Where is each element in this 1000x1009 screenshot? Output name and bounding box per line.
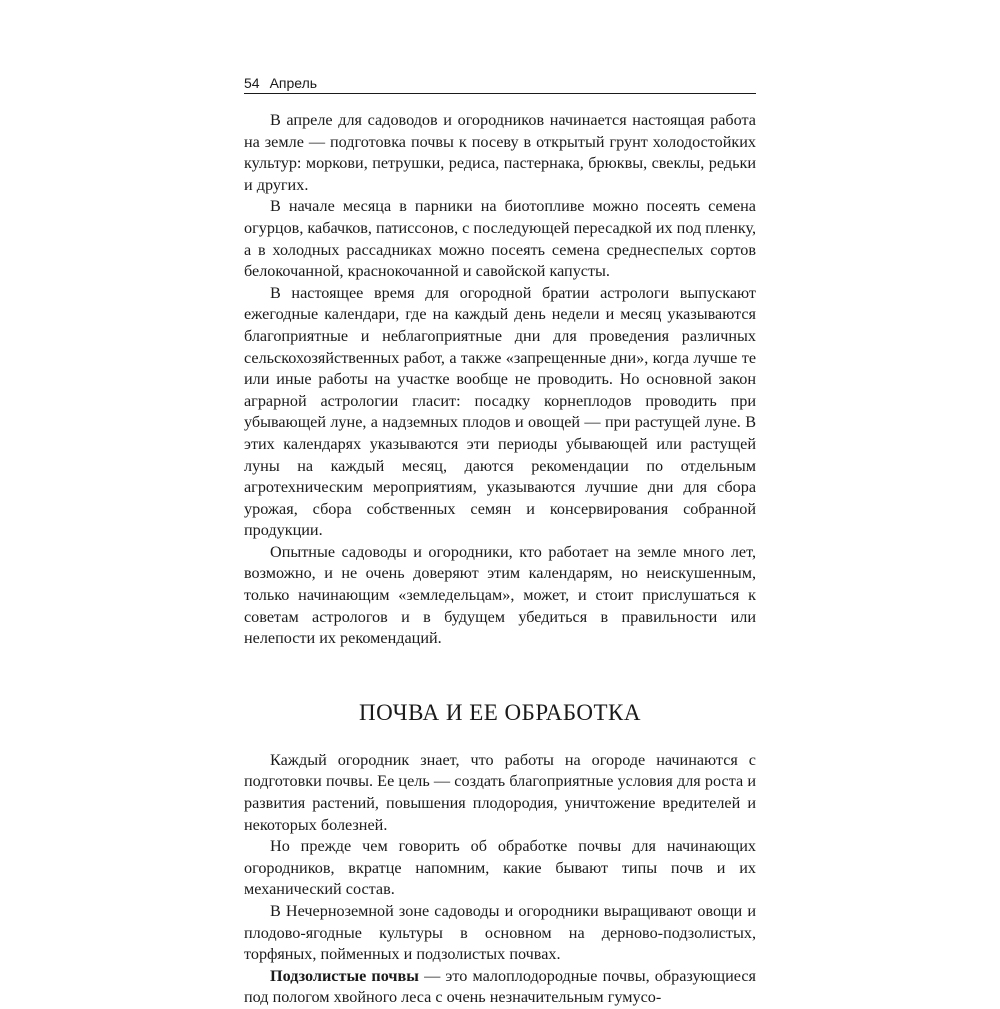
paragraph: Опытные садоводы и огородники, кто работает на земле много лет, возможно, и не очень доверяют этим календарям, но неискушенным, только начинающим «земледельцам», может, и стоит прислушаться к советам астрологов и в будущем убедиться в правильности или нелепости их рекомендаций.: [244, 542, 756, 648]
page-number: 54: [244, 75, 260, 91]
paragraph: В Нечерноземной зоне садоводы и огородники выращивают овощи и плодово-ягодные культуры в основном на дерново-подзолистых, торфяных, пойменных и подзолистых почвах.: [244, 902, 756, 964]
chapter-heading: ПОЧВА И ЕЕ ОБРАБОТКА: [359, 699, 641, 725]
paragraph: Но прежде чем говорить об обработке почвы для начинающих огородников, вкратце напомним, какие бывают типы почв и их механический состав.: [244, 837, 756, 899]
bold-term: Подзолистые почвы: [270, 966, 419, 985]
paragraph-last: [244, 966, 756, 1009]
paragraph: В настоящее время для огородной братии астрологи выпускают ежегодные календари, где на каждый день недели и месяц указываются благоприятные и неблагоприятные дни для проведения различных сельскохозяйственных работ, а также «запрещенные дни», когда лучше те или иные работы на участке вообще не проводить. Но основной закон аграрной астрологии гласит: посадку корнеплодов проводить при убывающей луне, а надземных плодов и овощей — при растущей луне. В этих календарях указываются эти периоды убывающей или растущей луны на каждый месяц, даются рекомендации по отдельным агротехническим мероприятиям, указываются лучшие дни для сбора урожая, сбора собственных семян и консервирования собранной продукции.: [244, 283, 756, 540]
section-soil-text: [244, 750, 756, 1009]
paragraph: Каждый огородник знает, что работы на огороде начинаются с подготовки почвы. Ее цель — создать благоприятные условия для роста и развития растений, повышения плодородия, уничтожение вредителей и некоторых болезней.: [244, 750, 756, 834]
section-april-text: [244, 110, 756, 650]
paragraph-text: — это малоплодородные почвы, образующиеся под пологом хвойного леса с очень незначительным гумусо-: [244, 966, 756, 1007]
book-page: [244, 74, 756, 1009]
paragraph: В апреле для садоводов и огородников начинается настоящая работа на земле — подготовка почвы к посеву в открытый грунт холодостойких культур: моркови, петрушки, редиса, пастернака, брюквы, свеклы, редьки и других.: [244, 111, 756, 194]
paragraph: В начале месяца в парники на биотопливе можно посеять семена огурцов, кабачков, патиссонов, с последующей пересадкой их под пленку, а в холодных рассадниках можно посеять семена среднеспелых сортов белокочанной, краснокочанной и савойской капусты.: [244, 197, 756, 281]
section-title: Апрель: [269, 75, 318, 91]
running-header: [244, 74, 756, 94]
